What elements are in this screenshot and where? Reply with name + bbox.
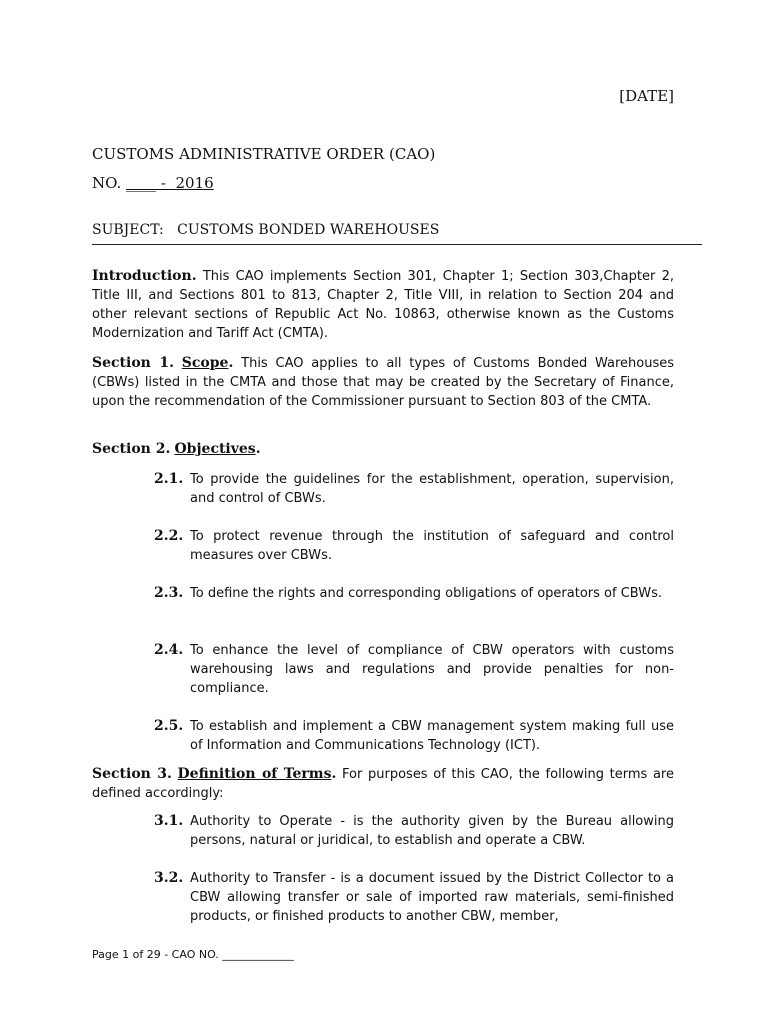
document-title: CUSTOMS ADMINISTRATIVE ORDER (CAO) bbox=[92, 145, 436, 163]
objective-number: 2.1. bbox=[154, 471, 184, 487]
introduction-heading: Introduction. bbox=[92, 268, 197, 284]
order-number-year: 2016 bbox=[175, 174, 214, 192]
definition-item bbox=[154, 812, 674, 850]
subject-label: SUBJECT: bbox=[92, 222, 164, 238]
objective-number: 2.5. bbox=[154, 718, 184, 734]
order-number-value bbox=[126, 174, 214, 192]
objective-item bbox=[154, 717, 674, 755]
objective-number: 2.2. bbox=[154, 528, 184, 544]
section-1-title: Scope bbox=[181, 355, 229, 371]
objective-text: To protect revenue through the institution of safeguard and control measures over CBWs. bbox=[190, 529, 674, 563]
objective-text: To provide the guidelines for the establishment, operation, supervision, and control of CBWs. bbox=[190, 472, 674, 506]
objective-text: To define the rights and corresponding obligations of operators of CBWs. bbox=[190, 586, 662, 601]
section-2-heading: Section 2. Objectives. bbox=[92, 441, 261, 457]
objective-item bbox=[154, 641, 674, 698]
definition-text: Authority to Transfer - is a document issued by the District Collector to a CBW allowing transfer or sale of imported raw materials, semi-finished products, or finished products to another CBW, member, bbox=[190, 871, 674, 924]
section-2-title: Objectives bbox=[174, 441, 256, 457]
introduction-text: This CAO implements Section 301, Chapter 1; Section 303,Chapter 2, Title III, and Sections 801 to 813, Chapter 2, Title VIII, in relation to Section 204 and other relevant sections of Republic Act No. 10863, otherwise known as the Customs Modernization and Tariff Act (CMTA). bbox=[92, 269, 674, 341]
date-placeholder: [DATE] bbox=[619, 87, 674, 105]
document-page bbox=[92, 0, 674, 1024]
objective-number: 2.4. bbox=[154, 642, 184, 658]
section-3-title: Definition of Terms bbox=[177, 766, 332, 782]
section-1-label: Section 1. bbox=[92, 355, 174, 371]
section-3-paragraph: Section 3. Definition of Terms. For purposes of this CAO, the following terms are defined accordingly: bbox=[92, 766, 674, 801]
section-3-label: Section 3. bbox=[92, 766, 172, 782]
section-1-paragraph: Section 1. Scope. This CAO applies to all types of Customs Bonded Warehouses (CBWs) listed in the CMTA and those that may be created by the Secretary of Finance, upon the recommendation of the Commissioner pursuant to Section 803 of the CMTA. bbox=[92, 355, 675, 409]
page-footer: Page 1 of 29 - CAO NO. _____________ bbox=[92, 948, 294, 961]
subject-line bbox=[92, 222, 439, 238]
order-number-dash: - bbox=[160, 174, 166, 192]
order-number-label: NO. bbox=[92, 174, 122, 192]
order-number bbox=[92, 174, 214, 192]
introduction-paragraph bbox=[92, 267, 674, 343]
objective-item bbox=[154, 527, 674, 565]
objective-text: To establish and implement a CBW management system making full use of Information and Communications Technology (ICT). bbox=[190, 719, 674, 753]
objective-item bbox=[154, 470, 674, 508]
order-number-blank: ____ bbox=[126, 174, 157, 192]
objective-number: 2.3. bbox=[154, 585, 184, 601]
objective-item bbox=[154, 584, 674, 603]
definition-number: 3.2. bbox=[154, 870, 184, 886]
header-divider bbox=[92, 244, 702, 245]
section-1-text: This CAO applies to all types of Customs Bonded Warehouses (CBWs) listed in the CMTA and those that may be created by the Secretary of Finance, upon the recommendation of the Commissioner pursuant to Section 803 of the CMTA. bbox=[92, 356, 675, 409]
definition-text: Authority to Operate - is the authority given by the Bureau allowing persons, natural or juridical, to establish and operate a CBW. bbox=[190, 814, 674, 848]
subject-text: CUSTOMS BONDED WAREHOUSES bbox=[177, 222, 440, 238]
definition-item bbox=[154, 869, 674, 926]
definition-number: 3.1. bbox=[154, 813, 184, 829]
objective-text: To enhance the level of compliance of CBW operators with customs warehousing laws and regulations and provide penalties for non-compliance. bbox=[190, 643, 674, 696]
section-2-label: Section 2. bbox=[92, 441, 171, 457]
section-3-text: For purposes of this CAO, the following terms are defined accordingly: bbox=[92, 767, 674, 801]
